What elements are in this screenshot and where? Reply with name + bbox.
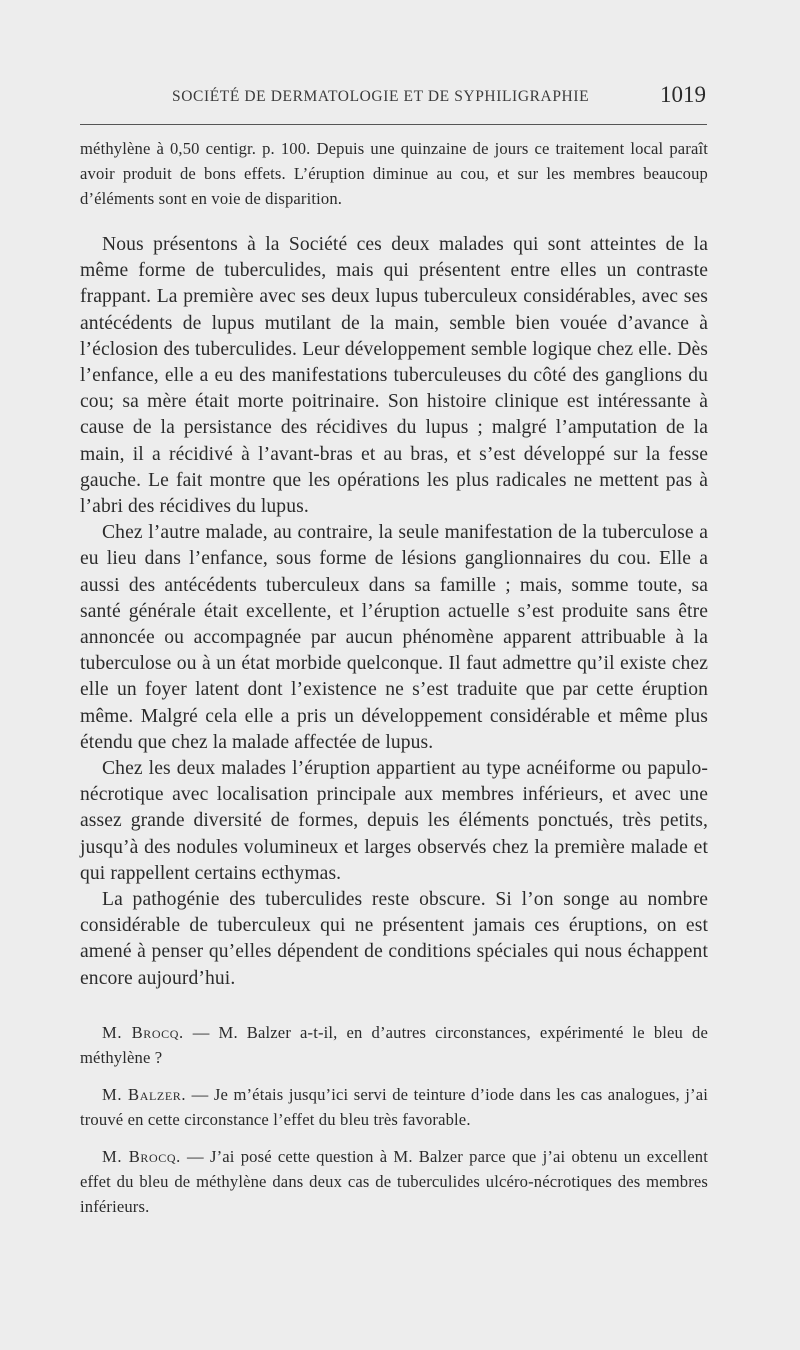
- paragraph: méthylène à 0,50 centigr. p. 100. Depuis une quinzaine de jours ce traitement local paraît avoir produit de bons effets. L’éruption diminue au cou, et sur les membres beaucoup d’éléments sont en voie de disparition.: [80, 139, 708, 208]
- speaker-name: M. Brocq.: [102, 1146, 181, 1166]
- running-title: SOCIÉTÉ DE DERMATOLOGIE ET DE SYPHILIGRAPHIE: [172, 88, 590, 105]
- discussion-text: — J’ai posé cette question à M. Balzer parce que j’ai obtenu un excellent effet du bleu de méthylène dans deux cas de tuberculides ulcéro-nécrotiques des membres inférieurs.: [80, 1146, 708, 1216]
- speaker-name: M. Balzer.: [102, 1084, 187, 1104]
- discussion-text: — Je m’étais jusqu’ici servi de teinture d’iode dans les cas analogues, j’ai trouvé en cette circonstance l’effet du bleu très favorable.: [80, 1084, 708, 1129]
- discussion-entry: [80, 1020, 708, 1070]
- paragraph: Nous présentons à la Société ces deux malades qui sont atteintes de la même forme de tuberculides, mais qui présentent entre elles un contraste frappant. La première avec ses deux lupus tuberculeux considérables, avec ses antécédents de lupus mutilant de la main, semble bien vouée d’avance à l’éclosion des tuberculides. Leur développement semble logique chez elle. Dès l’enfance, elle a eu des manifestations tuberculeuses du côté des ganglions du cou; sa mère était morte poitrinaire. Son histoire clinique est intéressante à cause de la persistance des récidives du lupus ; malgré l’amputation de la main, il a récidivé à l’avant-bras et au bras, et s’est développé sur la fesse gauche. Le fait montre que les opérations les plus radicales ne mettent pas à l’abri des récidives du lupus.: [80, 234, 708, 518]
- body-text: [80, 136, 708, 1231]
- discussion-entry: [80, 1082, 708, 1132]
- paragraph: Chez les deux malades l’éruption appartient au type acnéiforme ou papulo-nécrotique avec localisation principale aux membres inférieurs, et avec une assez grande diversité de formes, depuis les éléments ponctués, très petits, jusqu’à des nodules volumineux et larges observés chez la première malade et qui rappellent certains ecthymas.: [80, 758, 708, 884]
- page-header: [0, 84, 800, 114]
- paragraph: Chez l’autre malade, au contraire, la seule manifestation de la tuberculose a eu lieu dans l’enfance, sous forme de lésions ganglionnaires du cou. Elle a aussi des antécédents tuberculeux dans sa famille ; mais, somme toute, sa santé générale était excellente, et l’éruption actuelle s’est produite sans être annoncée ou accompagnée par aucun phénomène apparent attribuable à la tuberculose ou à un état morbide quelconque. Il faut admettre qu’il existe chez elle un foyer latent dont l’existence ne s’est traduite que par cette éruption même. Malgré cela elle a pris un développement considérable et même plus étendu que chez la malade affectée de lupus.: [80, 522, 708, 753]
- paragraph: La pathogénie des tuberculides reste obscure. Si l’on songe au nombre considérable de tuberculeux qui ne présentent jamais ces éruptions, on est amené à penser qu’elles dépendent de conditions spéciales qui nous échappent encore aujourd’hui.: [80, 889, 708, 989]
- page-number: 1019: [660, 82, 706, 107]
- discussion-text: — M. Balzer a-t-il, en d’autres circonstances, expérimenté le bleu de méthylène ?: [80, 1022, 708, 1067]
- header-rule: [80, 124, 707, 125]
- speaker-name: M. Brocq.: [102, 1022, 184, 1042]
- discussion-entry: [80, 1144, 708, 1219]
